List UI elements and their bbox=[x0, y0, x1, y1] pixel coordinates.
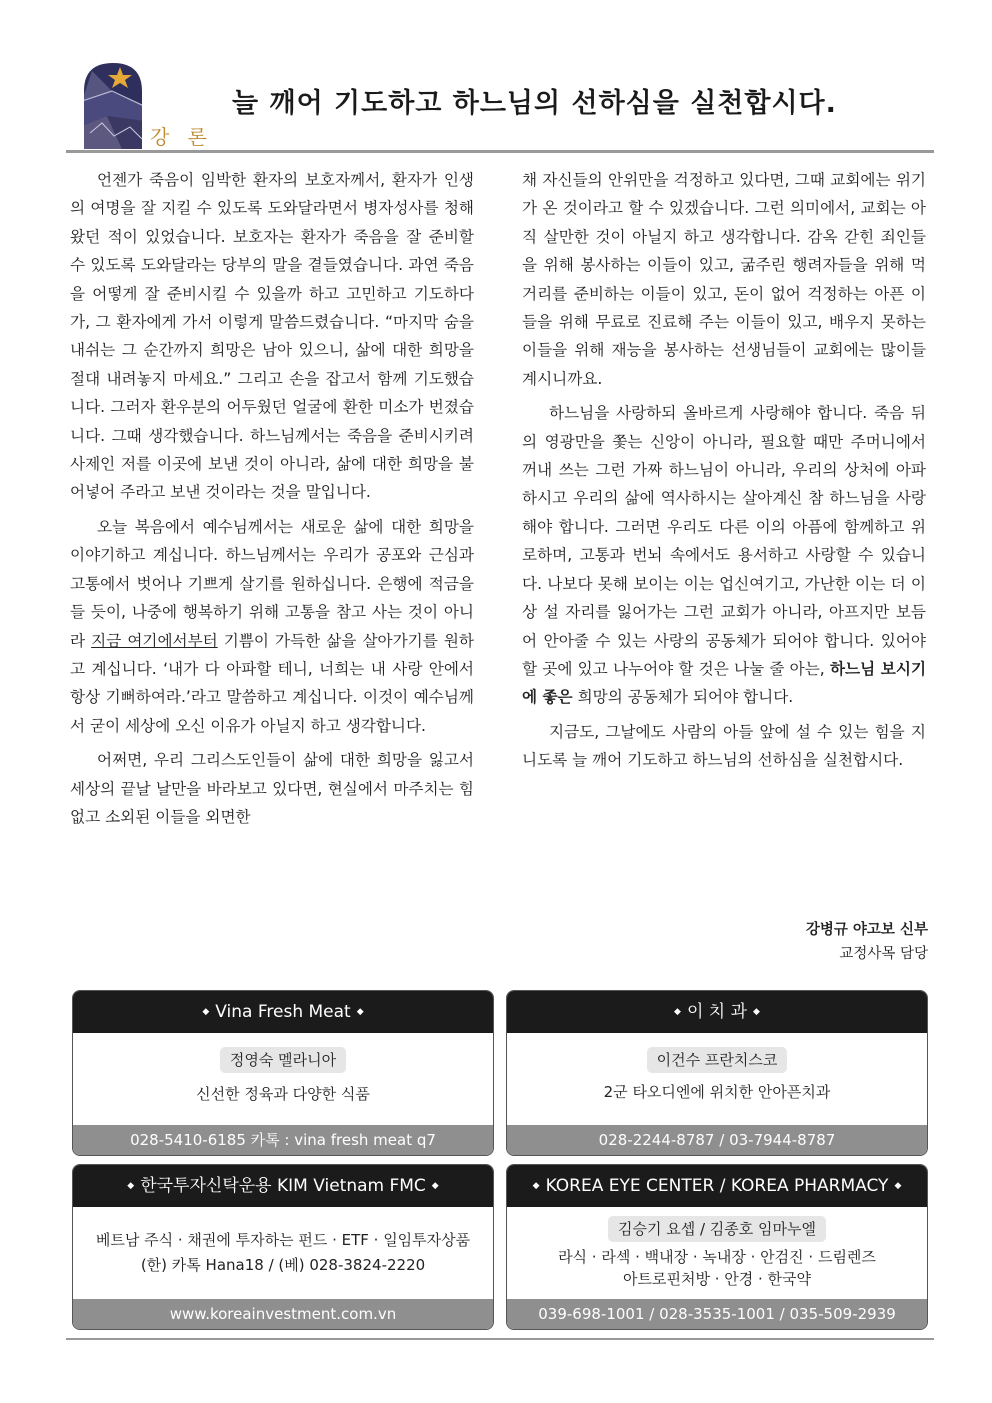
ad-description: 베트남 주식 · 채권에 투자하는 펀드 · ETF · 일임투자상품 bbox=[95, 1231, 471, 1249]
header bbox=[66, 55, 934, 153]
ad-footer: 028-2244-8787 / 03-7944-8787 bbox=[507, 1125, 927, 1155]
paragraph: 오늘 복음에서 예수님께서는 새로운 삶에 대한 희망을 이야기하고 계십니다. 하느님께서는 우리가 공포와 근심과 고통에서 벗어나 기쁘게 살기를 원하십니다. 은행에 적금을 들 듯이, 나중에 행복하기 위해 고통을 참고 사는 것이 아니라 지금 여기에서부터 기쁨이 가득한 삶을 살아가기를 원하고 계십니다. ‘내가 다 아파할 테니, 너희는 내 사랑 안에서 항상 기뻐하여라.’라고 말씀하고 계십니다. 이것이 예수님께서 굳이 세상에 오신 이유가 아닐지 하고 생각합니다. bbox=[70, 517, 474, 735]
ad-title: ◆ KOREA EYE CENTER / KOREA PHARMACY ◆ bbox=[507, 1165, 927, 1207]
ad-title: ◆ Vina Fresh Meat ◆ bbox=[73, 991, 493, 1033]
ad-contact-name: 김승기 요셉 / 김종호 임마누엘 bbox=[608, 1216, 826, 1242]
stained-glass-star-icon bbox=[82, 61, 144, 149]
diamond-icon: ◆ bbox=[356, 1007, 364, 1017]
paragraph: 어쩌면, 우리 그리스도인들이 삶에 대한 희망을 잃고서 세상의 끝날 날만을 바라보고 있다면, 현실에서 마주치는 힘없고 소외된 이들을 외면한 bbox=[70, 751, 474, 826]
ad-dental-clinic bbox=[506, 990, 928, 1156]
ad-contact: (한) 카톡 Hana18 / (베) 028-3824-2220 bbox=[140, 1256, 426, 1274]
ad-body bbox=[507, 1216, 927, 1290]
page-title: 늘 깨어 기도하고 하느님의 선하심을 실천합시다. bbox=[232, 88, 837, 119]
author-name: 강병규 야고보 신부 bbox=[805, 922, 928, 938]
emphasis-bold: 하느님 보시기에 좋은 bbox=[522, 659, 927, 707]
homily-left-column bbox=[70, 166, 474, 837]
ad-description: 라식 · 라섹 · 백내장 · 녹내장 · 안검진 · 드림렌즈 bbox=[558, 1248, 876, 1266]
diamond-icon: ◆ bbox=[127, 1181, 135, 1191]
bottom-divider bbox=[66, 1338, 934, 1340]
ad-contact-name: 정영숙 멜라니아 bbox=[220, 1047, 346, 1073]
ad-vina-fresh-meat bbox=[72, 990, 494, 1156]
diamond-icon: ◆ bbox=[202, 1007, 210, 1017]
ad-contact-name: 이건수 프란치스코 bbox=[647, 1047, 788, 1073]
top-divider bbox=[66, 150, 934, 153]
ad-description-2: 아트로핀처방 · 안경 · 한국약 bbox=[623, 1270, 811, 1288]
ad-title: ◆ 한국투자신탁운용 KIM Vietnam FMC ◆ bbox=[73, 1165, 493, 1207]
diamond-icon: ◆ bbox=[894, 1181, 902, 1191]
homily-right-column bbox=[522, 166, 926, 781]
author-role: 교정사목 담당 bbox=[839, 946, 928, 962]
diamond-icon: ◆ bbox=[532, 1181, 540, 1191]
ad-korea-eye-center bbox=[506, 1164, 928, 1330]
ad-description: 2군 타오디엔에 위치한 안아픈치과 bbox=[603, 1083, 831, 1101]
ad-footer: www.koreainvestment.com.vn bbox=[73, 1299, 493, 1329]
diamond-icon: ◆ bbox=[753, 1007, 760, 1017]
ad-title: ◆ 이 치 과 ◆ bbox=[507, 991, 927, 1033]
paragraph: 언젠가 죽음이 임박한 환자의 보호자께서, 환자가 인생의 여명을 잘 지킬 수 있도록 도와달라면서 병자성사를 청해왔던 적이 있었습니다. 보호자는 환자가 죽음을 잘 준비할 수 있도록 도와달라는 당부의 말을 곁들였습니다. 과연 죽음을 어떻게 잘 준비시킬 수 있을까 하고 고민하고 기도하다가, 그 환자에게 가서 이렇게 말씀드렸습니다. “마지막 숨을 내쉬는 그 순간까지 희망은 남아 있으니, 삶에 대한 희망을 절대 내려놓지 마세요.” 그리고 손을 잡고서 함께 기도했습니다. 그러자 환우분의 어두웠던 얼굴에 환한 미소가 번졌습니다. 그때 생각했습니다. 하느님께서는 죽음을 준비시키려 사제인 저를 이곳에 보낸 것이 아니라, 삶에 대한 희망을 불어넣어 주라고 보낸 것이라는 것을 말입니다. bbox=[70, 171, 474, 502]
diamond-icon: ◆ bbox=[431, 1181, 439, 1191]
paragraph: 하느님을 사랑하되 올바르게 사랑해야 합니다. 죽음 뒤의 영광만을 쫓는 신앙이 아니라, 필요할 때만 주머니에서 꺼내 쓰는 그런 가짜 하느님이 아니라, 우리의 상처에 아파하시고 우리의 삶에 역사하시는 살아계신 참 하느님을 사랑해야 합니다. 그러면 우리도 다른 이의 아픔에 함께하고 위로하며, 고통과 번뇌 속에서도 용서하고 사랑할 수 있습니다. 나보다 못해 보이는 이는 업신여기고, 가난한 이는 더 이상 설 자리를 잃어가는 그런 교회가 아니라, 아프지만 보듬어 안아줄 수 있는 사랑의 공동체가 되어야 합니다. 있어야 할 곳에 있고 나누어야 할 것은 나눌 줄 아는, 하느님 보시기에 좋은 희망의 공동체가 되어야 합니다. bbox=[522, 404, 927, 707]
paragraph: 지금도, 그날에도 사람의 아들 앞에 설 수 있는 힘을 지니도록 늘 깨어 기도하고 하느님의 선하심을 실천합시다. bbox=[522, 722, 926, 770]
ad-footer: 039-698-1001 / 028-3535-1001 / 035-509-2939 bbox=[507, 1299, 927, 1329]
section-label: 강 론 bbox=[150, 125, 213, 149]
ad-body bbox=[507, 1047, 927, 1103]
ad-footer: 028-5410-6185 카톡 : vina fresh meat q7 bbox=[73, 1125, 493, 1155]
ad-body bbox=[73, 1047, 493, 1105]
ad-body bbox=[73, 1229, 493, 1276]
ad-description: 신선한 정육과 다양한 식품 bbox=[196, 1085, 370, 1103]
ad-korea-investment bbox=[72, 1164, 494, 1330]
diamond-icon: ◆ bbox=[674, 1007, 681, 1017]
byline bbox=[622, 918, 928, 966]
emphasis-underline: 지금 여기에서부터 bbox=[91, 631, 218, 650]
paragraph: 채 자신들의 안위만을 걱정하고 있다면, 그때 교회에는 위기가 온 것이라고 할 수 있겠습니다. 그런 의미에서, 교회는 아직 살만한 것이 아닐지 하고 생각합니다. 감옥 갇힌 죄인들을 위해 봉사하는 이들이 있고, 굶주린 행려자들을 위해 먹거리를 준비하는 이들이 있고, 돈이 없어 걱정하는 아픈 이들을 위해 무료로 진료해 주는 이들이 있고, 배우지 못하는 이들을 위해 재능을 봉사하는 선생님들이 교회에는 많이들 계시니까요. bbox=[522, 171, 926, 388]
